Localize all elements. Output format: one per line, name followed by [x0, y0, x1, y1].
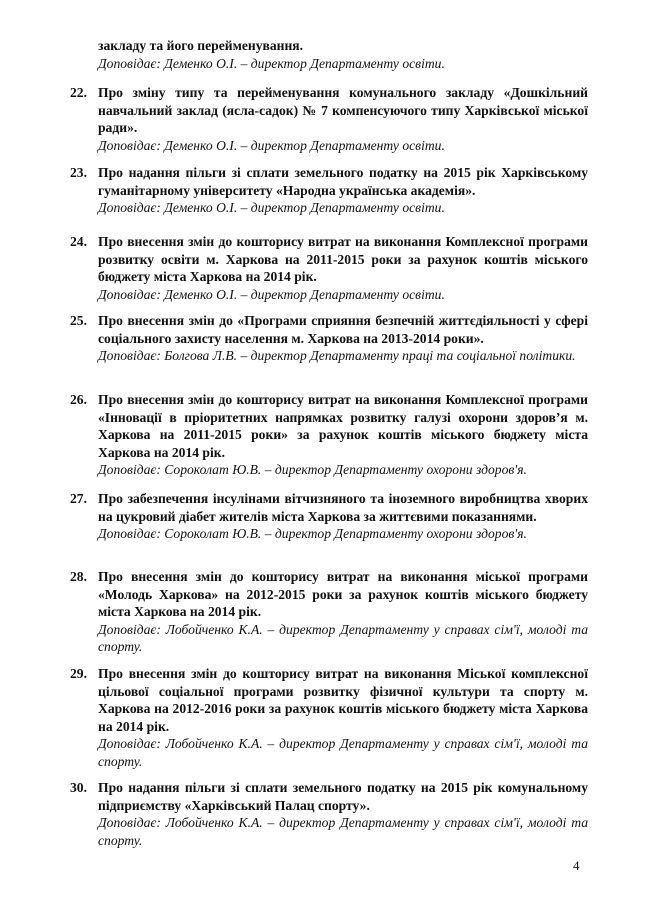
agenda-item-title: Про надання пільги зі сплати земельного податку на 2015 рік комунальному підприємству «Харківський Палац спорту».	[98, 780, 588, 813]
agenda-item-title: Про внесення змін до кошторису витрат на виконання Комплексної програми «Інновації в пріоритетних напрямках розвитку галузі охорони здоров’я м. Харкова на 2011-2015 роки» за рахунок коштів міського бюджету міста Харкова на 2014 рік.	[98, 392, 588, 460]
agenda-item-speaker: Доповідає: Болгова Л.В. – директор Департаменту праці та соціальної політики.	[98, 348, 576, 363]
agenda-item	[70, 84, 588, 154]
agenda-item-title: Про внесення змін до кошторису витрат на виконання Комплексної програми розвитку освіти м. Харкова на 2011-2015 роки за рахунок коштів міського бюджету міста Харкова на 2014 рік.	[98, 234, 588, 284]
agenda-item	[70, 233, 588, 303]
agenda-item-speaker: Доповідає: Деменко О.І. – директор Департаменту освіти.	[98, 137, 445, 153]
page-number: 4	[573, 858, 580, 873]
agenda-item-title: Про внесення змін до «Програми сприяння безпечній життєдіяльності у сфері соціального захисту населення м. Харкова на 2013-2014 роки».	[98, 313, 588, 346]
agenda-item	[70, 568, 588, 656]
agenda-item-speaker: Доповідає: Лобойченко К.А. – директор Департаменту у справах сім'ї, молоді та спорту.	[98, 815, 588, 848]
agenda-item-number: 25.	[70, 313, 87, 328]
agenda-item-number: 22.	[70, 85, 87, 100]
agenda-item	[70, 312, 588, 365]
agenda-item	[70, 164, 588, 217]
agenda-item	[70, 779, 588, 849]
agenda-item-number: 29.	[70, 666, 87, 681]
agenda-item-title: Про надання пільги зі сплати земельного податку на 2015 рік Харківському гуманітарному університету «Народна українська академія».	[98, 165, 588, 198]
agenda-item-title: Про зміну типу та перейменування комунального закладу «Дошкільний навчальний заклад (ясла-садок) № 7 компенсуючого типу Харківської міської ради».	[98, 85, 588, 135]
agenda-item-number: 27.	[70, 491, 87, 506]
agenda-item	[70, 391, 588, 479]
agenda-item-speaker: Доповідає: Сороколат Ю.В. – директор Департаменту охорони здоров'я.	[98, 462, 527, 477]
agenda-item	[70, 665, 588, 770]
agenda-item-title: Про внесення змін до кошторису витрат на виконання Міської комплексної цільової соціальної програми розвитку фізичної культури та спорту м. Харкова на 2012-2016 роки за рахунок коштів міського бюджету міста Харкова на 2014 рік.	[98, 666, 588, 734]
agenda-item-speaker: Доповідає: Лобойченко К.А. – директор Департаменту у справах сім'ї, молоді та спорту.	[98, 621, 588, 654]
agenda-item-number: 26.	[70, 392, 87, 407]
agenda-item-title: Про забезпечення інсулінами вітчизняного та іноземного виробництва хворих на цукровий діабет жителів міста Харкова за життєвими показаннями.	[98, 491, 588, 524]
agenda-item-speaker: Доповідає: Сороколат Ю.В. – директор Департаменту охорони здоров'я.	[98, 526, 527, 541]
agenda-item-speaker: Доповідає: Деменко О.І. – директор Департаменту освіти.	[98, 55, 445, 71]
agenda-item-speaker: Доповідає: Деменко О.І. – директор Департаменту освіти.	[98, 286, 445, 302]
agenda-item-number: 28.	[70, 569, 87, 584]
agenda-item	[70, 490, 588, 543]
agenda-item-speaker: Доповідає: Лобойченко К.А. – директор Департаменту у справах сім'ї, молоді та спорту.	[98, 736, 588, 769]
agenda-item-number: 23.	[70, 165, 87, 180]
agenda-item-speaker: Доповідає: Деменко О.І. – директор Департаменту освіти.	[98, 200, 445, 215]
agenda-item-title: Про внесення змін до кошторису витрат на виконання міської програми «Молодь Харкова» на 2012-2015 роки за рахунок коштів міського бюджету міста Харкова на 2014 рік.	[98, 569, 588, 619]
continued-agenda-item	[98, 37, 588, 72]
agenda-item-number: 24.	[70, 234, 87, 249]
agenda-item-number: 30.	[70, 780, 87, 795]
agenda-item-title: закладу та його перейменування.	[98, 38, 304, 53]
